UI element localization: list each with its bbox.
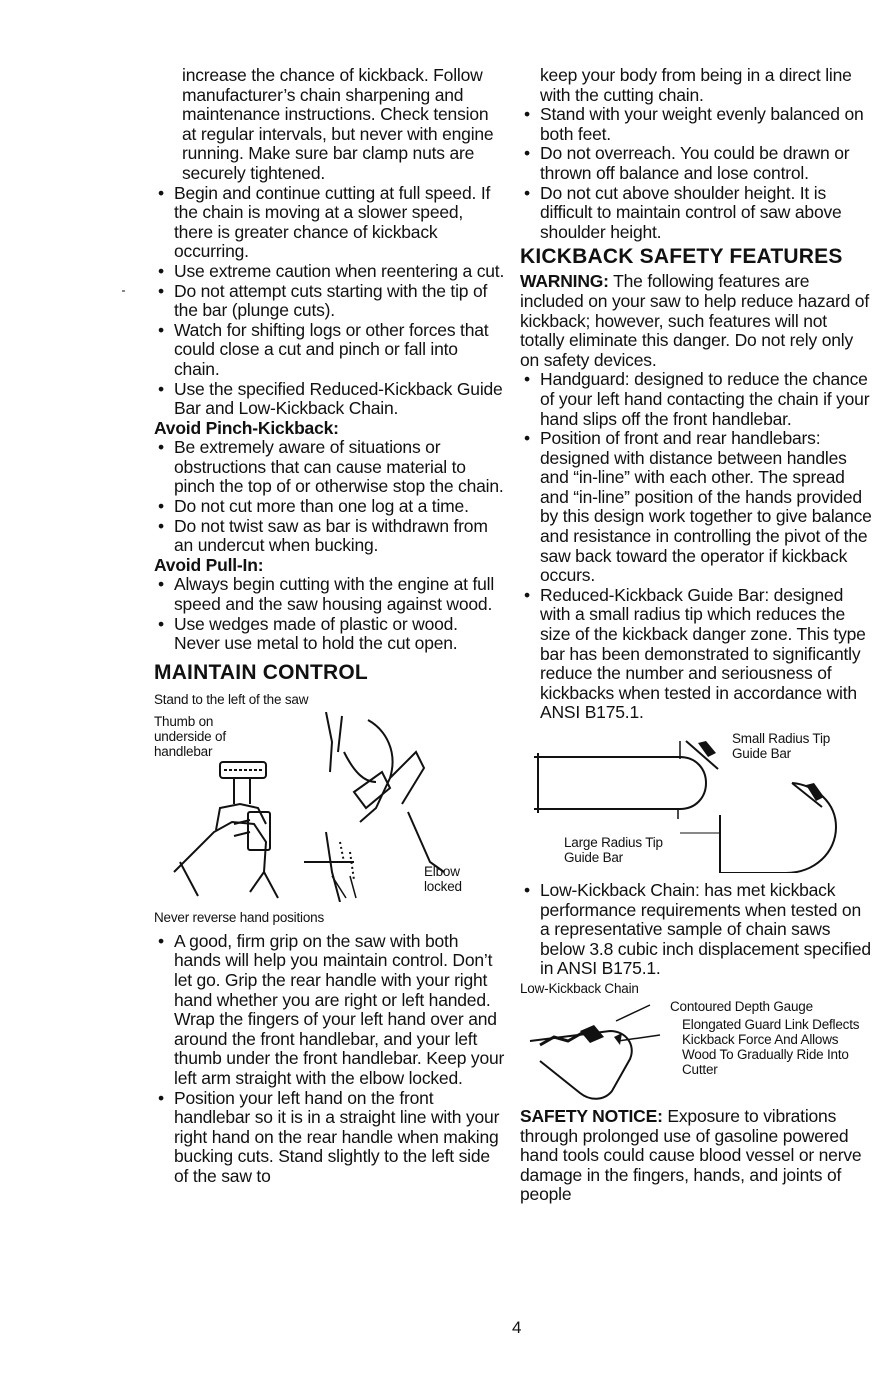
chain-caption: Low-Kickback Chain — [520, 980, 639, 996]
bullet-one-log: • Do not cut more than one log at a time. — [154, 497, 506, 517]
pull-in-heading: Avoid Pull-In: — [154, 554, 264, 575]
depth-gauge-label: Contoured Depth Gauge — [670, 998, 813, 1014]
bullet-obstructions: • Be extremely aware of situations or obstructions that can cause material to pinch the top of or otherwise stop the chain. — [154, 438, 506, 497]
safety-notice-text: Exposure to vibrations through prolonged use of gasoline powered hand tools could cause blood vessel or nerve damage in the fingers, hands, and joints of people — [520, 1105, 862, 1205]
bullet-full-speed-housing: • Always begin cutting with the engine at full speed and the saw housing against wood. — [154, 575, 506, 614]
bullet-handguard: • Handguard: designed to reduce the chance of your left hand contacting the chain if your hand slips off the front handlebar. — [520, 370, 872, 429]
bullet-specified-bar: • Use the specified Reduced-Kickback Guide Bar and Low-Kickback Chain. — [154, 380, 506, 419]
bullet-twist-saw: • Do not twist saw as bar is withdrawn from an undercut when bucking. — [154, 517, 506, 556]
warning-text: The following features are included on your saw to help reduce hazard of kickback; however, such features will not totally eliminate this danger. Do not rely only on safety devices. — [520, 271, 870, 370]
thumb-label: Thumb on underside of handlebar — [154, 713, 226, 759]
bullet-reduced-kickback-bar: • Reduced-Kickback Guide Bar: designed with a small radius tip which reduces the size of the kickback danger zone. This type bar has been demonstrated to significantly reduce the number and seriousness of kickbacks when tested in accordance with ANSI B175.1. — [520, 586, 872, 723]
page-number: 4 — [512, 1318, 522, 1337]
bullet-plunge-cuts: • Do not attempt cuts starting with the tip of the bar (plunge cuts). — [154, 282, 506, 321]
right-continuation: keep your body from being in a direct line with the cutting chain. — [540, 65, 852, 105]
warning-label: WARNING: — [520, 271, 609, 292]
bullet-reentering: • Use extreme caution when reentering a cut. — [154, 262, 506, 282]
guide-bar-figure — [520, 723, 872, 873]
bullet-stand-weight: • Stand with your weight evenly balanced on both feet. — [520, 105, 872, 144]
bullet-low-kickback-chain: • Low-Kickback Chain: has met kickback performance requirements when tested on a representative sample of chain saws below 3.8 cubic inch displacement specified in ANSI B175.1. — [520, 881, 872, 979]
guard-link-label: Elongated Guard Link Deflects Kickback Force And Allows Wood To Gradually Ride Into Cutter — [682, 1016, 860, 1077]
warning-paragraph — [520, 272, 872, 370]
bullet-firm-grip: • A good, firm grip on the saw with both hands will help you maintain control. Don’t let go. Grip the rear handle with your right hand whether you are right or left handed. Wrap the fingers of your left hand over and around the front handlebar, and your left thumb under the front handlebar. Keep your left arm straight with the elbow locked. — [154, 932, 506, 1089]
intro-continuation: increase the chance of kickback. Follow manufacturer’s chain sharpening and maintenance instructions. Check tension at regular intervals, but never with engine running. Make sure bar clamp nuts are securely tightened. — [182, 65, 494, 183]
right-column — [520, 66, 872, 1205]
small-radius-label: Small Radius Tip Guide Bar — [732, 731, 831, 761]
maintain-control-heading: MAINTAIN CONTROL — [154, 660, 368, 684]
safety-notice-paragraph — [520, 1107, 872, 1205]
left-column — [154, 66, 506, 1187]
bullet-overreach: • Do not overreach. You could be drawn or thrown off balance and lose control. — [520, 144, 872, 183]
bullet-handlebar-position: • Position of front and rear handlebars: designed with distance between handles and “in-line” with each other. The spread and “in-line” position of the hands provided by this design work together to give balance and resistance in controlling the pivot of the saw back toward the operator if kickback occurs. — [520, 429, 872, 586]
kickback-safety-heading: KICKBACK SAFETY FEATURES — [520, 245, 843, 269]
bullet-full-speed: • Begin and continue cutting at full speed. If the chain is moving at a slower speed, there is greater chance of kickback occurring. — [154, 184, 506, 262]
bullet-wedges: • Use wedges made of plastic or wood. Never use metal to hold the cut open. — [154, 615, 506, 654]
chain-figure — [520, 979, 872, 1107]
large-radius-label: Large Radius Tip Guide Bar — [564, 835, 663, 865]
figure-caption-bottom: Never reverse hand positions — [154, 909, 324, 925]
margin-mark — [122, 290, 125, 292]
chain-illustration — [520, 1001, 670, 1111]
bullet-shoulder-height: • Do not cut above shoulder height. It is difficult to maintain control of saw above shoulder height. — [520, 184, 872, 243]
bullet-position-left-hand: • Position your left hand on the front handlebar so it is in a straight line with your right hand on the rear handle when making bucking cuts. Stand slightly to the left side of the saw to — [154, 1089, 506, 1187]
figure-caption-top: Stand to the left of the saw — [154, 691, 309, 707]
elbow-label: Elbow locked — [424, 863, 462, 894]
safety-notice-label: SAFETY NOTICE: — [520, 1105, 663, 1126]
grip-figure — [154, 688, 506, 928]
pinch-kickback-heading: Avoid Pinch-Kickback: — [154, 417, 339, 438]
bullet-shifting-logs: • Watch for shifting logs or other forces that could close a cut and pinch or fall into chain. — [154, 321, 506, 380]
